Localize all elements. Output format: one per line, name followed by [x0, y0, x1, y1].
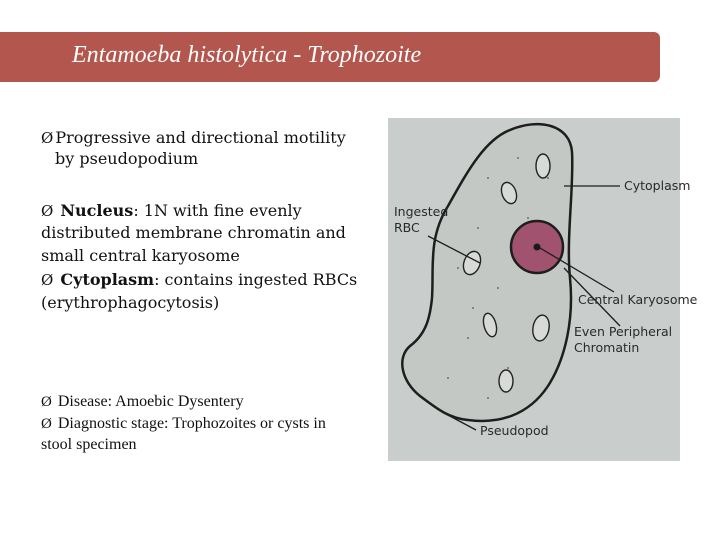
label-ingested: Ingested — [394, 204, 449, 219]
karyosome — [534, 244, 541, 251]
bullet-diagnostic-line2: stool specimen — [41, 436, 137, 453]
trophozoite-svg — [388, 118, 698, 461]
bullet-cytoplasm: Ø Cytoplasm: contains ingested RBCs — [41, 270, 358, 289]
label-pseudopod: Pseudopod — [480, 423, 549, 438]
label-even-peripheral: Even Peripheral — [574, 324, 673, 339]
arrow-bullet-icon: Ø — [41, 202, 54, 220]
bullet-nucleus-line2: distributed membrane chromatin and — [41, 223, 346, 242]
label-chromatin: Chromatin — [574, 340, 640, 355]
label-central-karyosome: Central Karyosome — [578, 292, 698, 307]
bullet-nucleus-line3: small central karyosome — [41, 246, 240, 265]
bullet-motility-line2: by pseudopodium — [55, 149, 199, 168]
bullet-nucleus: Ø Nucleus: 1N with fine evenly — [41, 201, 302, 220]
bullet-motility: Ø Progressive and directional motility — [41, 128, 346, 147]
label-cytoplasm: Cytoplasm — [624, 178, 691, 193]
arrow-bullet-icon: Ø — [41, 394, 52, 410]
label-rbc: RBC — [394, 220, 420, 235]
arrow-bullet-icon: Ø — [41, 271, 54, 289]
arrow-bullet-icon: Ø — [41, 129, 54, 147]
bullet-cytoplasm-line2: (erythrophagocytosis) — [41, 293, 220, 312]
bullet-diagnostic: Ø Diagnostic stage: Trophozoites or cysts in — [41, 415, 326, 432]
arrow-bullet-icon: Ø — [41, 416, 52, 432]
slide-title: Entamoeba histolytica - Trophozoite — [72, 42, 422, 68]
trophozoite-diagram — [388, 118, 698, 461]
bullet-disease: Ø Disease: Amoebic Dysentery — [41, 393, 244, 410]
